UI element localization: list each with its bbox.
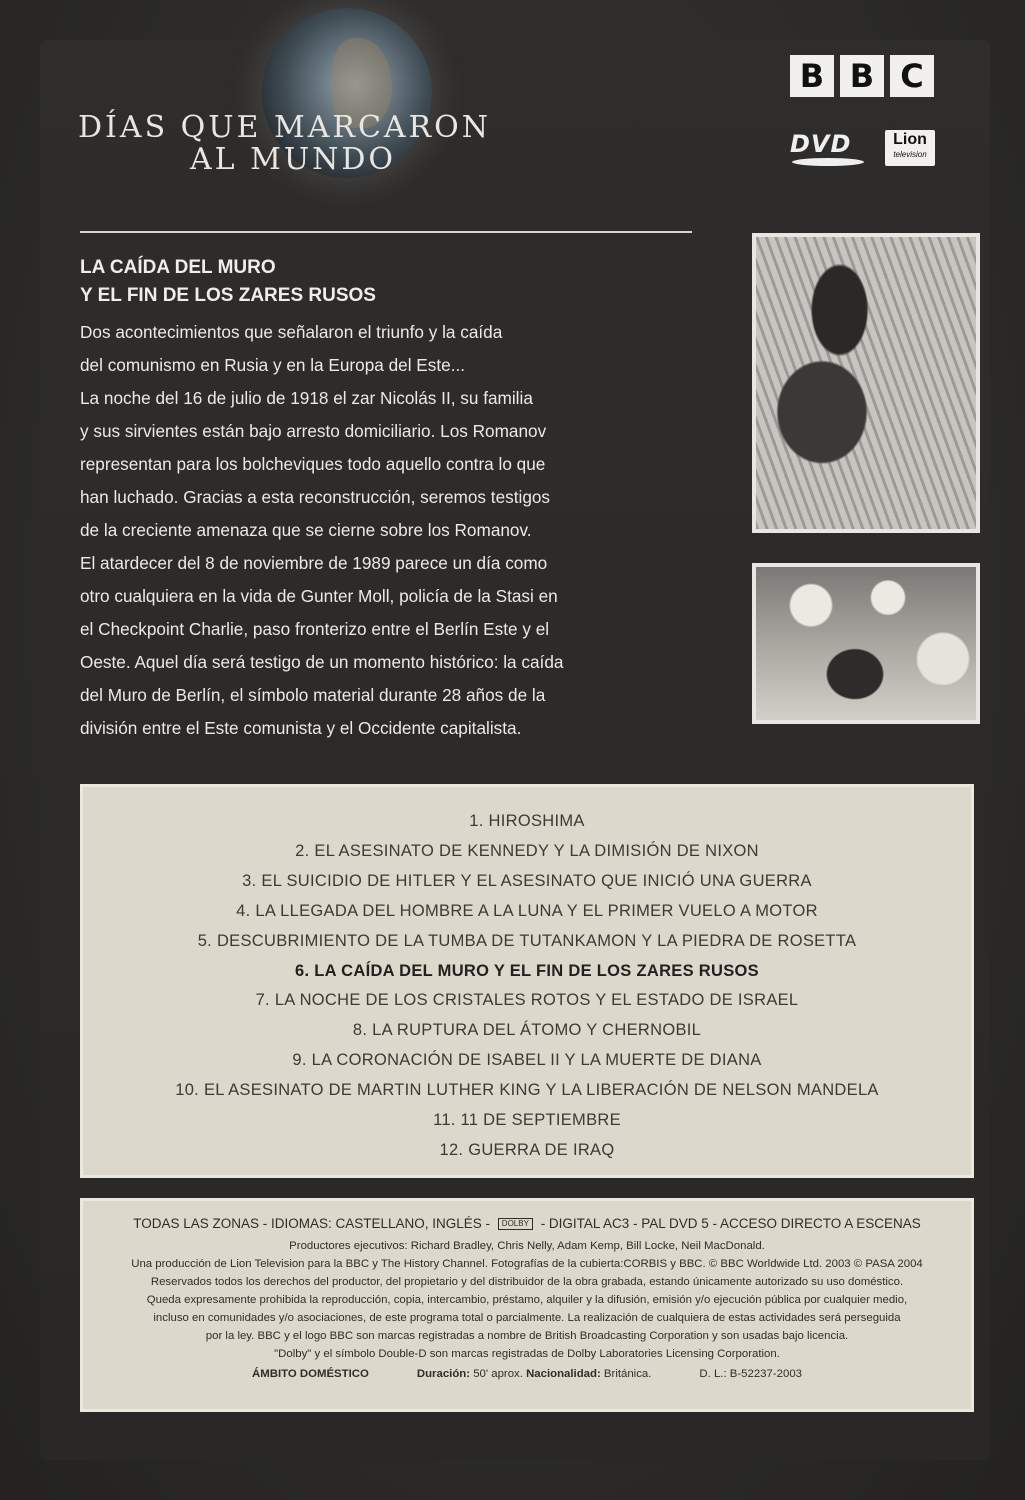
description-line: La noche del 16 de julio de 1918 el zar Nicolás II, su familia [80,388,533,408]
episode-list-item: 5. DESCUBRIMIENTO DE LA TUMBA DE TUTANKAMON Y LA PIEDRA DE ROSETTA [197,931,857,950]
dvd-logo: DVD [790,130,852,158]
episode-title-line2: Y EL FIN DE LOS ZARES RUSOS [80,285,376,306]
episode-title [80,254,376,310]
nationality-value: Británica. [603,1368,652,1380]
episode-list-item: 1. HIROSHIMA [469,812,585,830]
bbc-logo [790,55,934,97]
episode-list-panel [80,784,974,1178]
credits-panel [80,1198,974,1412]
description-line: y sus sirvientes están bajo arresto domiciliario. Los Romanov [80,421,547,441]
episode-list-item: 7. LA NOCHE DE LOS CRISTALES ROTOS Y EL ESTADO DE ISRAEL [255,991,799,1010]
description-line: Oeste. Aquel día será testigo de un momento histórico: la caída [80,652,564,672]
credits-line: Reservados todos los derechos del productor, del propietario y del distribuidor de la obra grabada, estando únicamente autorizado su uso doméstico. [150,1276,904,1288]
duration-value: 50' aprox. [473,1368,523,1380]
nationality-label: Nacionalidad: [526,1368,601,1380]
description-line: del comunismo en Rusia y en la Europa del Este... [80,355,466,375]
description-line: otro cualquiera en la vida de Gunter Moll, policía de la Stasi en [80,586,558,606]
berlin-wall-photo [752,233,980,533]
credits-line: Productores ejecutivos: Richard Bradley, Chris Nelly, Adam Kemp, Bill Locke, Neil MacDonald. [289,1240,765,1252]
technical-specs [83,1211,971,1237]
bbc-letter: B [790,55,834,97]
lion-television-logo [885,130,935,166]
description-line: representan para los bolcheviques todo aquello contra lo que [80,454,546,474]
dolby-icon: DOLBY [498,1218,533,1230]
divider [80,231,692,233]
series-title-line1: DÍAS QUE MARCARON [78,110,491,145]
bbc-letter: C [890,55,934,97]
lion-logo-subtext: television [893,150,927,159]
episode-list-item: 10. EL ASESINATO DE MARTIN LUTHER KING Y LA LIBERACIÓN DE NELSON MANDELA [175,1081,879,1100]
episode-list-item: 11. 11 DE SEPTIEMBRE [433,1111,621,1130]
description-line: han luchado. Gracias a esta reconstrucción, seremos testigos [80,487,551,507]
series-title-line2: AL MUNDO [190,142,397,177]
legal-deposit: D. L.: B-52237-2003 [699,1368,802,1380]
episode-list-item: 4. LA LLEGADA DEL HOMBRE A LA LUNA Y EL PRIMER VUELO A MOTOR [236,901,818,920]
episode-list-item: 2. EL ASESINATO DE KENNEDY Y LA DIMISIÓN DE NIXON [295,841,759,860]
description-line: división entre el Este comunista y el Occidente capitalista. [80,718,522,738]
description-line: El atardecer del 8 de noviembre de 1989 parece un día como [80,553,548,573]
description-line: del Muro de Berlín, el símbolo material durante 28 años de la [80,685,546,705]
description-line: Dos acontecimientos que señalaron el triunfo y la caída [80,322,503,342]
episode-list [83,787,971,1166]
episode-list-item: 8. LA RUPTURA DEL ÁTOMO Y CHERNOBIL [352,1021,702,1040]
episode-description [80,316,700,745]
duration-label: Duración: [416,1368,471,1380]
description-line: el Checkpoint Charlie, paso fronterizo entre el Berlín Este y el [80,619,550,639]
credits-line: incluso en comunidades y/o asociaciones, de este programa total o parcialmente. La realización de cualquiera de estas actividades será perseguida [153,1312,901,1324]
credits-line: Una producción de Lion Television para la BBC y The History Channel. Fotografías de la cubierta:CORBIS y BBC. © BBC Worldwide Ltd. 2003 © PASA 2004 [131,1258,923,1270]
episode-title-line1: LA CAÍDA DEL MURO [80,257,276,278]
credits-footer [83,1365,971,1383]
series-title [78,112,491,176]
episode-list-item: 3. EL SUICIDIO DE HITLER Y EL ASESINATO QUE INICIÓ UNA GUERRA [242,871,812,890]
lion-logo-text: Lion [893,131,927,148]
specs-text-after: - DIGITAL AC3 - PAL DVD 5 - ACCESO DIRECTO A ESCENAS [540,1216,921,1231]
bbc-letter: B [840,55,884,97]
credits-line: por la ley. BBC y el logo BBC son marcas registradas a nombre de British Broadcasting Corporation y son usadas bajo licencia. [205,1330,849,1342]
episode-list-item: 12. GUERRA DE IRAQ [439,1140,615,1159]
duration-nationality [417,1365,652,1383]
episode-list-item-current: 6. LA CAÍDA DEL MURO Y EL FIN DE LOS ZARES RUSOS [295,961,759,980]
scope-label: ÁMBITO DOMÉSTICO [252,1368,369,1380]
romanov-family-photo [752,563,980,724]
specs-text-before: TODAS LAS ZONAS - IDIOMAS: CASTELLANO, INGLÉS - [133,1216,491,1231]
description-line: de la creciente amenaza que se cierne sobre los Romanov. [80,520,532,540]
credits-line: Queda expresamente prohibida la reproducción, copia, intercambio, préstamo, alquiler y la difusión, emisión y/o ejecución pública por cualquier medio, [146,1294,908,1306]
episode-list-item: 9. LA CORONACIÓN DE ISABEL II Y LA MUERTE DE DIANA [292,1051,762,1070]
credits-line: "Dolby" y el símbolo Double-D son marcas registradas de Dolby Laboratories Licensing Corporation. [274,1348,780,1360]
